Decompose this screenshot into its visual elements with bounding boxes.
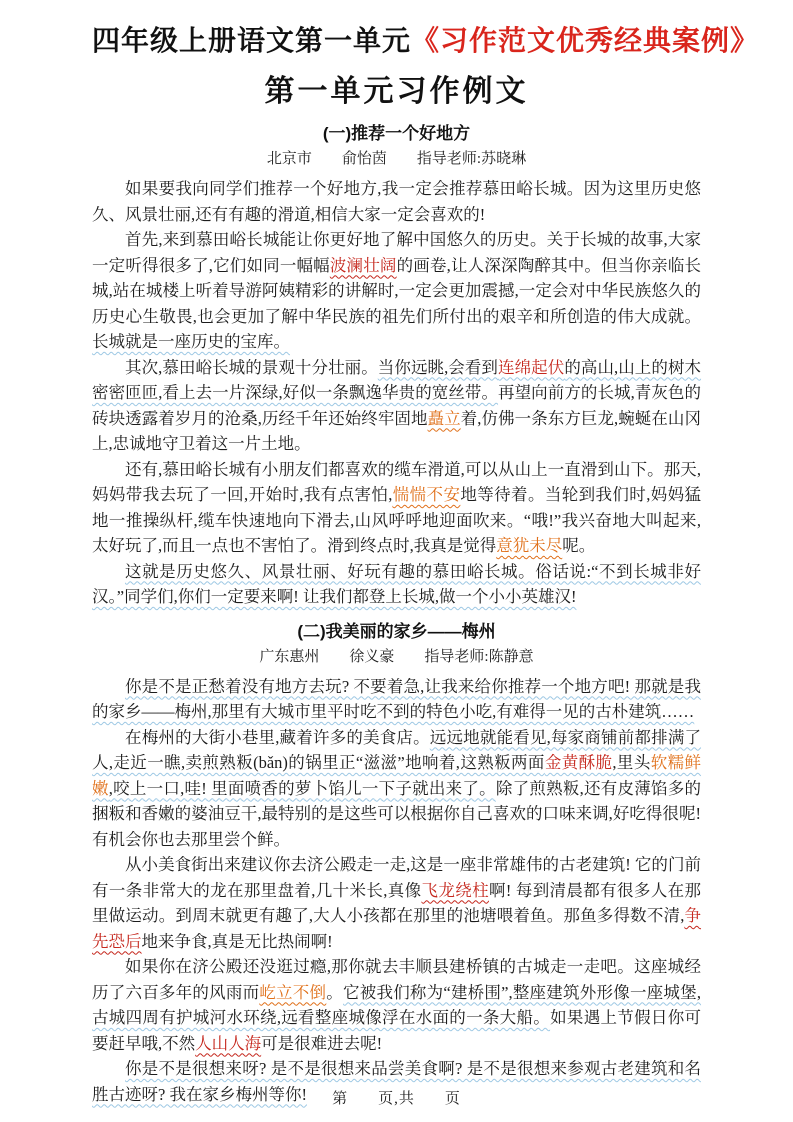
essay-paragraph [92,176,701,227]
text-run: 首先,来到慕田峪长城能让你更好地了解中国悠久的历史。关于长城的故事,大家一定听得很多了,它们如同一幅幅 [92,230,701,275]
doc-heading: 第一单元习作例文 [264,75,529,108]
highlight-phrase: 意犹未尽 [496,536,563,555]
text-run: 还有,慕田峪长城有小朋友们都喜欢的缆车滑道,可以从山上一直滑到山下。那天,妈妈带我去玩了一回,开始时,我有点害怕, [92,459,701,504]
underlined-sentence: 当你远眺,会看到 [377,357,499,377]
text-run: 其次,慕田峪长城的景观十分壮丽。 [125,357,378,377]
text-run: 如果你在济公殿还没逛过瘾,那你就去丰顺县建桥镇的古城走一走吧。这座城经历了六百多年的风雨而 [92,957,701,1002]
text-run: 。 [326,982,343,1002]
footer-part-3: 页 [444,1091,461,1107]
page-title-black: 四年级上册语文第一单元 [92,25,412,56]
text-run: 如果要我向同学们推荐一个好地方,我一定会推荐慕田峪长城。因为这里历史悠久、风景壮丽,还有有趣的滑道,相信大家一定会喜欢的! [92,179,701,224]
underlined-sentence: ,咬上一口,哇! 里面喷香的萝卜馅儿一下子就出来了。 [108,778,496,798]
essay-paragraph [92,954,701,1056]
highlight-phrase: 软糯鲜嫩 [92,753,702,798]
footer-part-1: 第 [332,1091,349,1107]
section-heading: (一)推荐一个好地方 [322,124,471,143]
text-run: 呢。 [562,536,596,555]
text-run: 在梅州的大街小巷里,藏着许多的美食店。 [125,727,430,747]
text-run: 的画卷,让人深深陶醉其中。但当你亲临长城,站在城楼上听着导游阿姨精彩的讲解时,一定会更加震撼,一定会对中华民族悠久的历史心生敬畏,也会更加了解中华民族的祖先们所付出的艰辛和所创造的伟大成就。 [92,255,702,326]
text-run: 地等待着。当轮到我们时,妈妈猛地一推操纵杆,缆车快速地向下滑去,山风呼呼地迎面吹来。“哦!”我兴奋地大叫起来,太好玩了,而且一点也不害怕了。滑到终点时,我真是觉得 [92,485,702,555]
highlight-phrase: 人山人海 [195,1033,262,1053]
essay-paragraph [92,725,701,853]
text-run: 从小美食街出来建议你去济公殿走一走,这是一座非常雄伟的古老建筑! 它的门前有一条非常大的龙在那里盘着,几十米长,真像 [92,855,701,900]
highlight-phrase: 争先恐后 [92,906,702,951]
essay-paragraph [92,674,701,725]
underlined-sentence: 长城就是一座历史的宝库。 [92,332,290,351]
underlined-sentence: 远远地就能看见,每家商铺前都排满了人,走近一瞧,卖煎熟粄(bǎn)的锅里正“滋滋”地响着,这熟粄两面 [92,727,702,772]
highlight-phrase: 金黄酥脆 [544,753,613,772]
essay-paragraph [92,355,701,457]
text-run: 再望向前方的长城,青灰色的砖块透露着岁月的沧桑,历经千年还始终牢固地 [92,383,702,428]
footer-part-2: 页,共 [378,1091,415,1107]
text-run: 可是很难进去呢! [261,1033,383,1053]
underlined-sentence: 你是不是很想来呀? 是不是很想来品尝美食啊? 是不是很想来参观古老建筑和名胜古迹呀? 我在家乡梅州等你! [92,1059,701,1104]
underlined-sentence: 它被我们称为“建桥围”,整座建筑外形像一座城堡,古城四周有护城河水环绕,远看整座城像浮在水面的一条大船。 [92,982,702,1027]
highlight-phrase: 屹立不倒 [259,982,327,1002]
footer-page-label [0,1087,793,1108]
underlined-sentence: 的高山,山上的树木密密匝匝,看上去一片深绿,好似一条飘逸华贵的宽丝带。 [92,357,702,402]
page-title-accent: 《习作范文优秀经典案例》 [411,25,760,56]
highlight-phrase: 波澜壮阔 [329,255,397,275]
highlight-phrase: 连绵起伏 [498,357,565,377]
text-run: 地来争食,真是无比热闹啊! [141,931,333,951]
text-run: 除了煎熟粄,还有皮薄馅多的捆粄和香嫩的婆油豆干,最特别的是这些可以根据你自己喜欢的口味来调,好吃得很呢! 有机会你也去那里尝个鲜。 [92,778,701,849]
essay-paragraph [92,457,701,559]
underlined-sentence: ,里头 [612,753,651,772]
underlined-sentence: 你是不是正愁着没有地方去玩? 不要着急,让我来给你推荐一个地方吧! 那就是我的家乡——梅州,那里有大城市里平时吃不到的特色小吃,有难得一见的古朴建筑…… [92,676,701,721]
page-title [92,22,760,60]
underlined-sentence: 这就是历史悠久、风景壮丽、好玩有趣的慕田峪长城。俗话说:“不到长城非好汉。”同学们,你们一定要来啊! 让我们都登上长城,做一个小小英雄汉! [92,561,701,606]
highlight-phrase: 飞龙绕柱 [421,880,489,900]
highlight-phrase: 惴惴不安 [392,485,461,504]
text-run: 着,仿佛一条东方巨龙,蜿蜒在山冈上,忠诚地守卫着这一片土地。 [92,408,702,453]
section-heading: (二)我美丽的家乡——梅州 [297,621,496,641]
essay-byline: 广东惠州 徐义豪 指导老师:陈静意 [259,648,534,665]
text-run: 如果遇上节假日你可要赶早哦,不然 [92,1008,702,1053]
essay-paragraph [92,227,701,355]
essay-paragraph [92,559,701,610]
highlight-phrase: 矗立 [427,408,461,428]
essay-body [92,122,701,1107]
essay-byline: 北京市 俞怡茵 指导老师:苏晓琳 [266,151,527,167]
text-run: 啊! 每到清晨都有很多人在那里做运动。到周末就更有趣了,大人小孩都在那里的池塘喂着鱼。那鱼多得数不清, [92,880,702,925]
essay-paragraph [92,852,701,954]
